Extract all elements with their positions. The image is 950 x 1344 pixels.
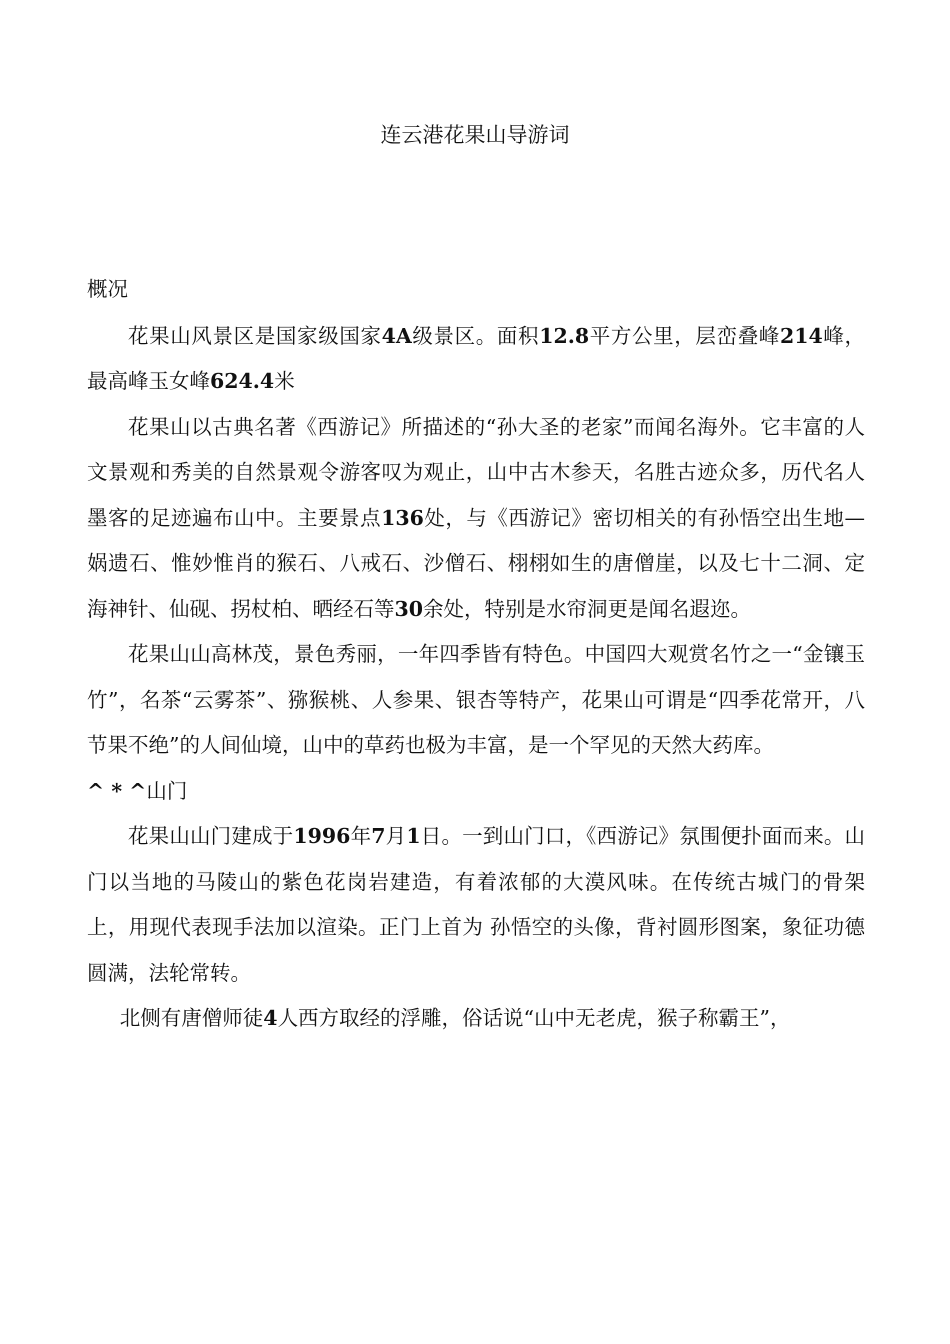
paragraph-scenic-area-intro: 花果山风景区是国家级国家4A级景区。面积12.8平方公里，层峦叠峰214峰，最高峰玉女峰624.4米 (87, 323, 866, 393)
section-heading-overview: 概况 (87, 277, 128, 301)
section-heading-mountain-gate (87, 769, 865, 815)
document-body (87, 267, 865, 1042)
heading-prefix-marker: ^ * ^ (87, 778, 147, 803)
paragraph-scenery-specialties: 花果山山高林茂，景色秀丽，一年四季皆有特色。中国四大观赏名竹之一“金镶玉竹”，名茶“云雾茶”、猕猴桃、人参果、银杏等特产，花果山可谓是“四季花常开，八节果不绝”的人间仙境，山中的草药也极为丰富，是一个罕见的天然大药库。 (87, 642, 865, 757)
paragraph-mountain-gate: 花果山山门建成于1996年7月1日。一到山门口，《西游记》氛围便扑面而来。山门以当地的马陵山的紫色花岗岩建造，有着浓郁的大漠风味。在传统古城门的骨架上，用现代表现手法加以渲染。正门上首为 孙悟空的头像，背衬圆形图案，象征功德圆满，法轮常转。 (87, 824, 866, 985)
inline-number: 12.8 (539, 323, 590, 348)
inline-number: 7 (371, 824, 386, 848)
document-title: 连云港花果山导游词 (380, 123, 570, 147)
inline-number: 1 (406, 824, 421, 848)
inline-number: 1996 (293, 824, 351, 848)
heading-label: 山门 (146, 778, 188, 803)
inline-number: 136 (381, 505, 424, 530)
inline-number: 624.4 (210, 369, 275, 393)
paragraph-north-side-relief: 北侧有唐僧师徒4人西方取经的浮雕，俗话说“山中无老虎，猴子称霸王”， (119, 1006, 791, 1030)
paragraph-journey-west-hometown: 花果山以古典名著《西游记》所描述的“孙大圣的老家”而闻名海外。它丰富的人文景观和秀美的自然景观令游客叹为观止，山中古木参天，名胜古迹众多，历代名人墨客的足迹遍布山中。主要景点136处，与《西游记》密切相关的有孙悟空出生地—娲遗石、惟妙惟肖的猴石、八戒石、沙僧石、栩栩如生的唐僧崖，以及七十二洞、定海神针、仙砚、拐杖柏、晒经石等30余处，特别是水帘洞更是闻名遐迩。 (87, 414, 866, 621)
inline-number: 214 (779, 323, 823, 348)
inline-number: 4A (381, 323, 412, 348)
inline-number: 4 (263, 1006, 278, 1030)
inline-number: 30 (394, 596, 424, 621)
